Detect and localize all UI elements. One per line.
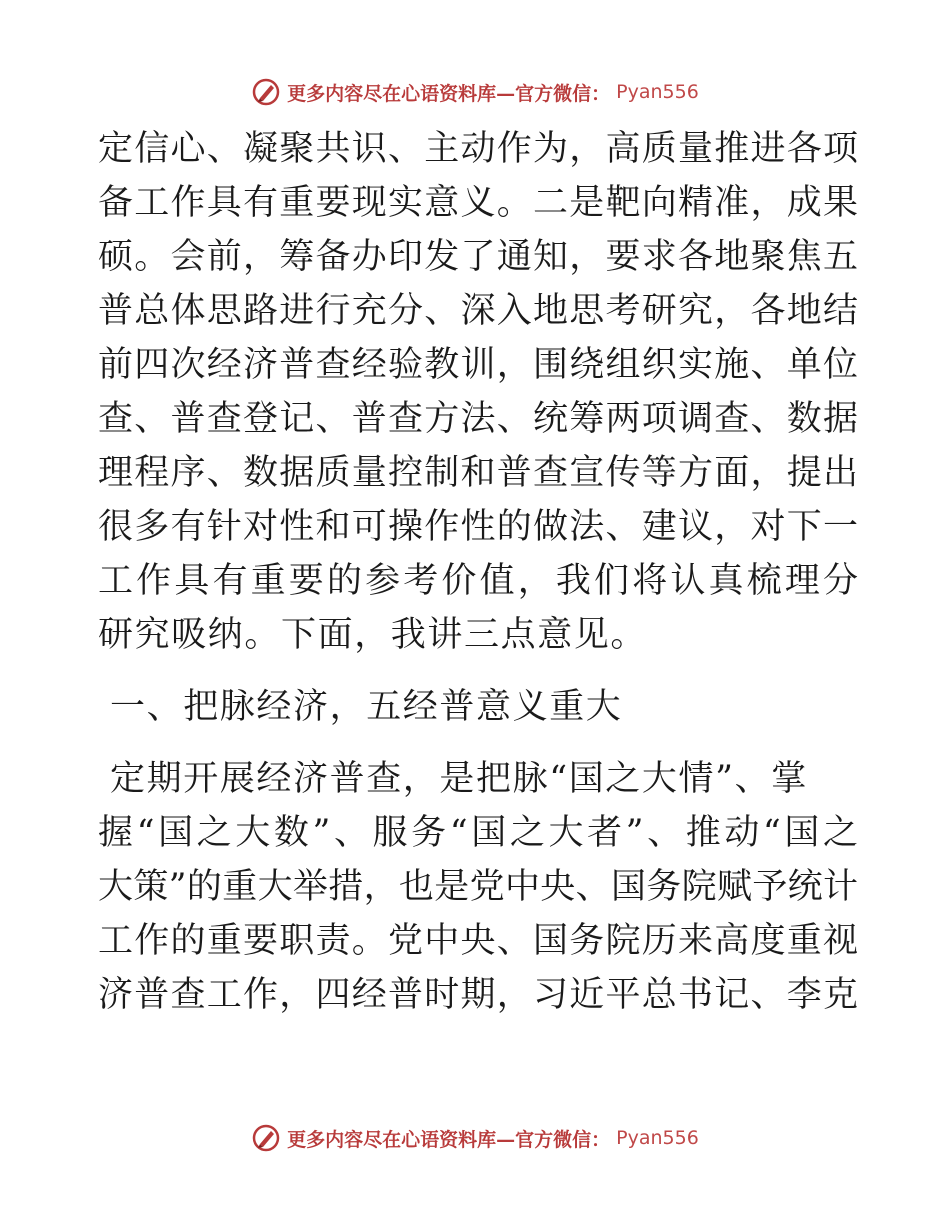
watermark-id: Pyan556 <box>616 81 699 103</box>
watermark-text: 更多内容尽在心语资料库—官方微信： <box>287 1128 611 1151</box>
text-line: 工作的重要职责。党中央、国务院历来高度重视 <box>98 921 858 961</box>
text-line: 济普查工作，四经普时期，习近平总书记、李克 <box>98 975 858 1015</box>
footer-watermark <box>0 1118 950 1158</box>
pen-logo-icon <box>251 77 281 107</box>
text-line: 工作具有重要的参考价值，我们将认真梳理分 <box>98 561 858 601</box>
text-line: 备工作具有重要现实意义。二是靶向精准，成果 <box>98 183 858 223</box>
text-line: 硕。会前，筹备办印发了通知，要求各地聚焦五 <box>98 237 858 277</box>
text-line: 前四次经济普查经验教训，围绕组织实施、单位 <box>98 345 858 385</box>
text-line: 很多有针对性和可操作性的做法、建议，对下一 <box>98 507 858 547</box>
text-line: 普总体思路进行充分、深入地思考研究，各地结 <box>98 291 858 331</box>
document-body <box>98 122 858 1022</box>
watermark-text: 更多内容尽在心语资料库—官方微信： <box>287 82 611 105</box>
paragraph-2 <box>98 752 858 1022</box>
text-line: 定信心、凝聚共识、主动作为，高质量推进各项 <box>98 129 858 169</box>
watermark-id: Pyan556 <box>616 1127 699 1149</box>
text-line: 研究吸纳。下面，我讲三点意见。 <box>98 615 648 655</box>
header-watermark <box>0 72 950 112</box>
pen-logo-icon <box>251 1123 281 1153</box>
text-line: 握“国之大数”、服务“国之大者”、推动“国之 <box>98 813 858 853</box>
text-line: 定期开展经济普查，是把脉“国之大情”、掌 <box>110 759 808 799</box>
paragraph-1 <box>98 122 858 662</box>
text-line: 理程序、数据质量控制和普查宣传等方面，提出 <box>98 453 858 493</box>
text-line: 查、普查登记、普查方法、统筹两项调查、数据 <box>98 399 858 439</box>
section-heading: 一、把脉经济，五经普意义重大 <box>110 687 623 727</box>
text-line: 大策”的重大举措，也是党中央、国务院赋予统计 <box>98 867 858 907</box>
